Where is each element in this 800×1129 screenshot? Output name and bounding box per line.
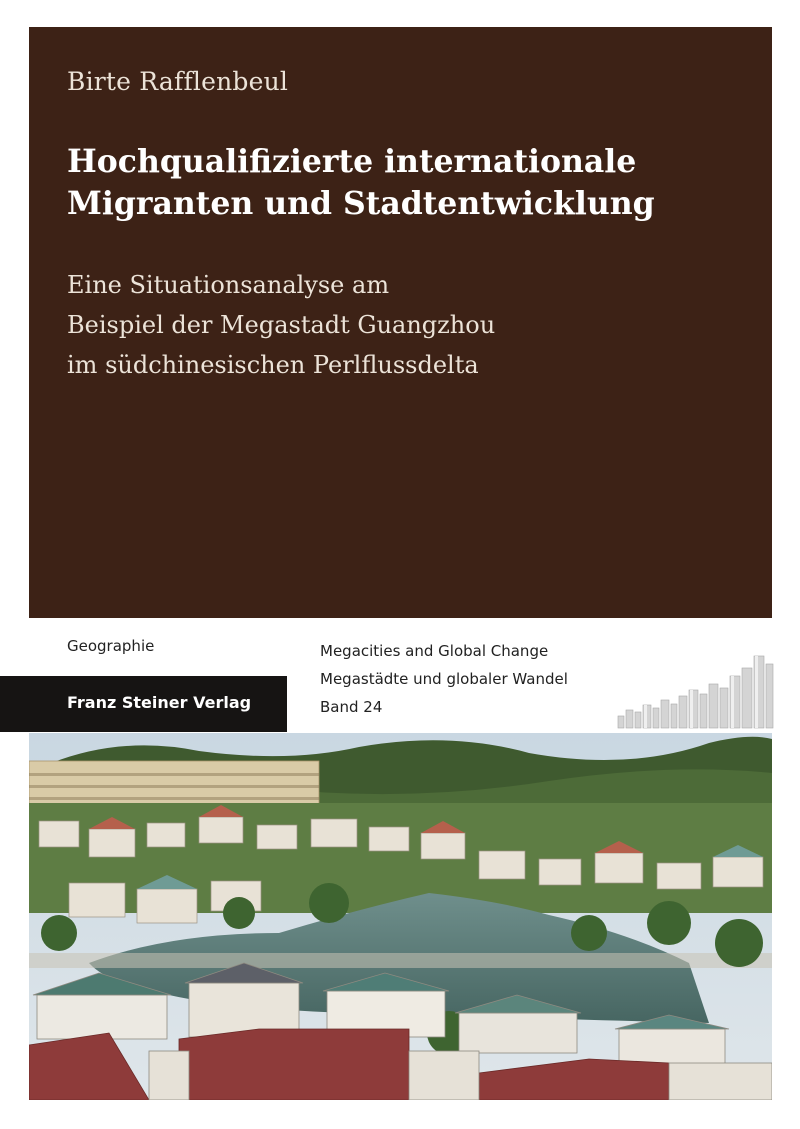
series-name-de: Megastädte und globaler Wandel — [320, 670, 568, 688]
discipline-label: Geographie — [67, 637, 155, 655]
title-block — [29, 27, 772, 618]
cover-photo — [29, 733, 772, 1100]
author-name: Birte Rafflenbeul — [67, 67, 289, 96]
publisher-name: Franz Steiner Verlag — [67, 693, 252, 712]
book-subtitle — [67, 265, 757, 385]
publisher-bar — [0, 676, 287, 732]
series-volume: Band 24 — [320, 698, 383, 716]
subtitle-line-2: Beispiel der Megastadt Guangzhou — [67, 311, 496, 339]
book-title-line-2: Migranten und Stadtentwicklung — [67, 185, 655, 222]
city-lake-photo — [29, 733, 772, 1100]
series-info — [320, 637, 568, 721]
skyline-bars-icon — [616, 650, 774, 730]
series-name-en: Megacities and Global Change — [320, 642, 549, 660]
subtitle-line-1: Eine Situationsanalyse am — [67, 271, 390, 299]
subtitle-line-3: im südchinesischen Perlflussdelta — [67, 351, 479, 379]
book-title — [67, 141, 757, 225]
book-title-line-1: Hochqualifizierte internationale — [67, 143, 637, 180]
